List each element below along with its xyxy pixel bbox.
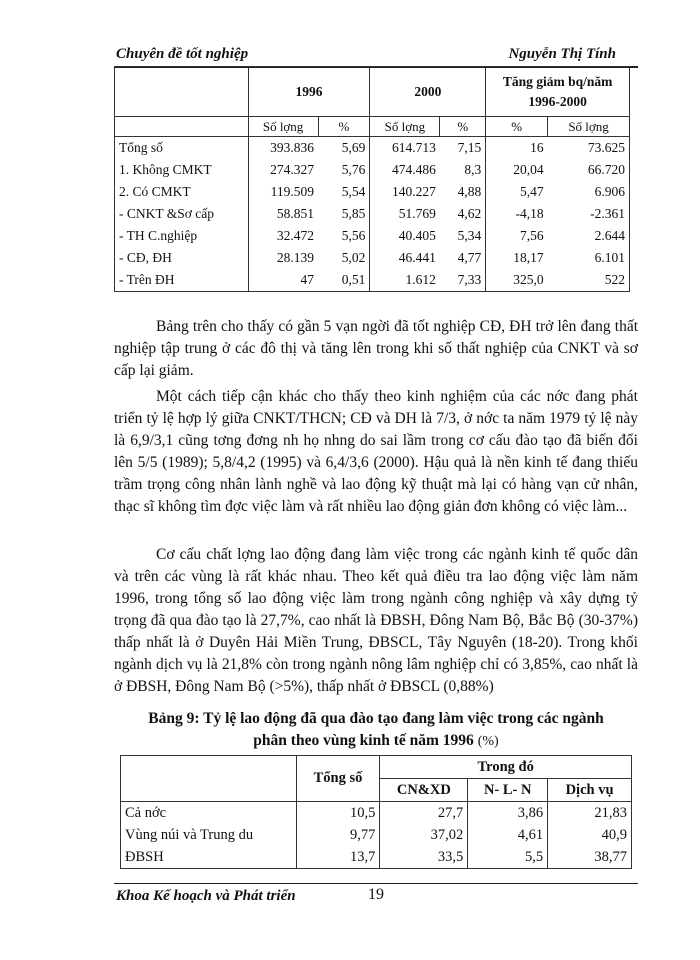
table2-subheader: Dịch vụ [548,779,632,802]
row-label: ĐBSH [121,846,297,869]
table2-corner [121,756,297,802]
cell: 47 [248,269,318,292]
cell: 5,69 [341,140,366,155]
cell: 40,9 [548,824,632,846]
row-label: - TH C.nghiệp [115,225,249,247]
table2-subheader: CN&XD [380,779,468,802]
cell: 5,56 [341,228,366,243]
cell: 46.441 [370,247,440,269]
table-row [115,203,630,225]
table1-sub-blank [115,117,249,137]
cell: 32.472 [248,225,318,247]
table1-subheader: % [486,117,548,137]
row-label: - Trên ĐH [115,269,249,292]
row-label: Vùng núi và Trung du [121,824,297,846]
cell: 0,51 [318,269,370,292]
cell: 7,56 [486,225,548,247]
table2-subheader: N- L- N [468,779,548,802]
table-row [115,137,630,160]
cell: 5,47 [486,181,548,203]
table-row [115,181,630,203]
cell: 66.720 [548,159,630,181]
table1-subheader: Số lợng [548,117,630,137]
paragraph-1 [114,316,638,382]
cell: 6.906 [548,181,630,203]
cell: 522 [548,269,630,292]
paragraph-3 [114,544,638,698]
footer-department: Khoa Kế hoạch và Phát triển [116,888,296,904]
caption-line-2: phân theo vùng kinh tế năm 1996 [253,732,474,749]
paragraph-text: Cơ cấu chất lợng lao động đang làm việc trong các ngành kinh tế quốc dân và trên các vùng là rất khác nhau. Theo kết quả điều tra lao động việc làm năm 1996, trong tổng số lao động việc làm trong ngành công nghiệp và xây dựng tỷ trọng đã qua đào tạo là 27,7%, cao nhất là ĐBSH, Đông Nam Bộ, Bắc Bộ (30-37%) thấp nhất là ở Duyên Hải Miền Trung, ĐBSCL, Tây Nguyên (18-20). Trong khối ngành dịch vụ là 21,8% còn trong ngành nông lâm nghiệp chỉ có 3,85%, cao nhất là ở ĐBSH, Đông Nam Bộ (>5%), thấp nhất ở ĐBSCL (0,88%) [114,546,638,695]
table1-subheader: Số lợng [370,117,440,137]
paragraph-text: Bảng trên cho thấy có gần 5 vạn ngời đã tốt nghiệp CĐ, ĐH trở lên đang thất nghiệp tập trung ở các đô thị và tăng lên trong khi số thất nghiệp của CNKT và sơ cấp lại giảm. [114,318,638,379]
cell: 27,7 [380,802,468,825]
cell: 18,17 [486,247,548,269]
cell: 38,77 [548,846,632,869]
cell: 7,33 [440,269,486,292]
table-row [121,802,632,825]
cell: 3,86 [468,802,548,825]
cell: 13,7 [296,846,380,869]
cell: 140.227 [370,181,440,203]
cell: 614.713 [370,137,440,160]
table1-col-2000: 2000 [370,67,486,117]
cell: 8,3 [464,162,482,177]
table1-subheader: % [318,117,370,137]
table2-col-total: Tổng số [296,756,380,802]
cell: 20,04 [486,159,548,181]
cell: 5,02 [341,250,366,265]
cell: 28.139 [248,247,318,269]
cell: 7,15 [457,140,482,155]
row-label: Cả nớc [121,802,297,825]
table-row [115,269,630,292]
cell: 16 [486,137,548,160]
cell: 474.486 [370,159,440,181]
cell: 4,61 [468,824,548,846]
table-row [115,225,630,247]
cell: 393.836 [248,137,318,160]
page-header [114,44,638,68]
row-label: 2. Có CMKT [115,181,249,203]
cell: 5,5 [468,846,548,869]
cell: 21,83 [548,802,632,825]
unemployment-table [114,66,630,292]
page-footer [114,883,638,908]
regional-training-table [120,755,632,869]
page-number: 19 [368,886,384,903]
cell: 40.405 [370,225,440,247]
caption-unit: (%) [477,734,499,749]
row-label: - CĐ, ĐH [115,247,249,269]
cell: 4,88 [457,184,482,199]
cell: 2.644 [548,225,630,247]
cell: 5,34 [457,228,482,243]
paragraph-text: Một cách tiếp cận khác cho thấy theo kinh nghiệm của các nớc đang phát triển tỷ lệ hợp lý giữa CNKT/THCN; CĐ và DH là 7/3, ở nớc ta năm 1979 tỷ lệ này là 6,9/3,1 cũng tơng đơng nh họ nhng do sai lầm trong cơ cấu đào tạo đã biến đổi lên 5/5 (1989); 5,8/4,2 (1995) và 6,4/3,6 (2000). Hậu quả là nền kinh tế đang thiếu trầm trọng công nhân lành nghề và lao động kỹ thuật mà lại có hàng vạn cử nhân, thạc sĩ không tìm đợc việc làm và rất nhiều lao động giản đơn không có việc làm... [114,388,638,515]
cell: 274.327 [248,159,318,181]
paragraph-2 [114,386,638,518]
cell: -2.361 [548,203,630,225]
cell: 1.612 [370,269,440,292]
header-title: Chuyên đề tốt nghiệp [116,46,249,62]
row-label: Tổng số [115,137,249,160]
header-author: Nguyễn Thị Tính [508,46,616,62]
row-label: - CNKT &Sơ cấp [115,203,249,225]
table1-subheader: % [440,117,486,137]
cell: 9,77 [296,824,380,846]
caption-line-1: Bảng 9: Tỷ lệ lao động đã qua đào tạo đang làm việc trong các ngành [148,710,604,727]
table-row [121,824,632,846]
cell: 4,77 [457,250,482,265]
cell: 119.509 [248,181,318,203]
table2-col-group: Trong đó [380,756,632,779]
cell: 325,0 [486,269,548,292]
cell: -4,18 [486,203,548,225]
cell: 73.625 [548,137,630,160]
cell: 51.769 [370,203,440,225]
table-caption [114,708,638,753]
cell: 5,76 [341,162,366,177]
table-row [115,159,630,181]
table1-subheader: Số lợng [248,117,318,137]
cell: 5,85 [341,206,366,221]
cell: 4,62 [457,206,482,221]
cell: 33,5 [380,846,468,869]
table-row [121,846,632,869]
table1-col-1996: 1996 [248,67,370,117]
cell: 58.851 [248,203,318,225]
table1-col-change: Tăng giảm bq/năm 1996-2000 [486,67,630,117]
row-label: 1. Không CMKT [115,159,249,181]
cell: 10,5 [296,802,380,825]
table1-corner [115,67,249,117]
table-row [115,247,630,269]
cell: 5,54 [341,184,366,199]
cell: 37,02 [380,824,468,846]
cell: 6.101 [548,247,630,269]
